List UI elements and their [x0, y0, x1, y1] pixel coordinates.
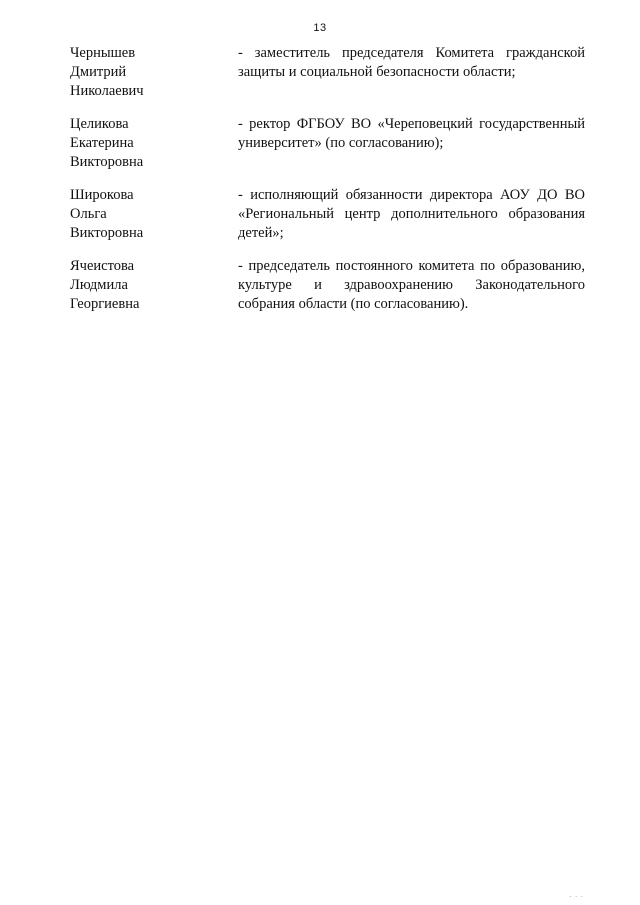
list-item [70, 257, 585, 314]
member-name [70, 257, 238, 314]
member-surname: Широкова [70, 187, 134, 203]
list-item [70, 186, 585, 243]
member-role: - заместитель председателя Комитета гражданской защиты и социальной безопасности области; [238, 45, 585, 80]
member-name [70, 44, 238, 101]
member-first-name: Ольга [70, 206, 107, 222]
member-role: - ректор ФГБОУ ВО «Череповецкий государственный университет» (по согласованию); [238, 116, 585, 151]
member-role: - исполняющий обязанности директора АОУ ДО ВО «Региональный центр дополнительного образования детей»; [238, 187, 585, 241]
member-name [70, 115, 238, 172]
page-number: 13 [313, 22, 327, 34]
member-first-name: Людмила [70, 277, 128, 293]
member-role: - председатель постоянного комитета по образованию, культуре и здравоохранению Законодательного собрания области (по согласованию). [238, 258, 585, 312]
member-list [70, 44, 585, 328]
member-patronymic: Викторовна [70, 154, 144, 170]
member-surname: Чернышев [70, 45, 136, 61]
member-patronymic: Георгиевна [70, 296, 140, 312]
member-surname: Ячеистова [70, 258, 135, 274]
footer-mark: . . . [569, 892, 584, 899]
list-item [70, 44, 585, 101]
member-first-name: Дмитрий [70, 64, 127, 80]
member-patronymic: Викторовна [70, 225, 144, 241]
member-patronymic: Николаевич [70, 83, 144, 99]
list-item [70, 115, 585, 172]
member-surname: Целикова [70, 116, 129, 132]
member-name [70, 186, 238, 243]
member-first-name: Екатерина [70, 135, 134, 151]
